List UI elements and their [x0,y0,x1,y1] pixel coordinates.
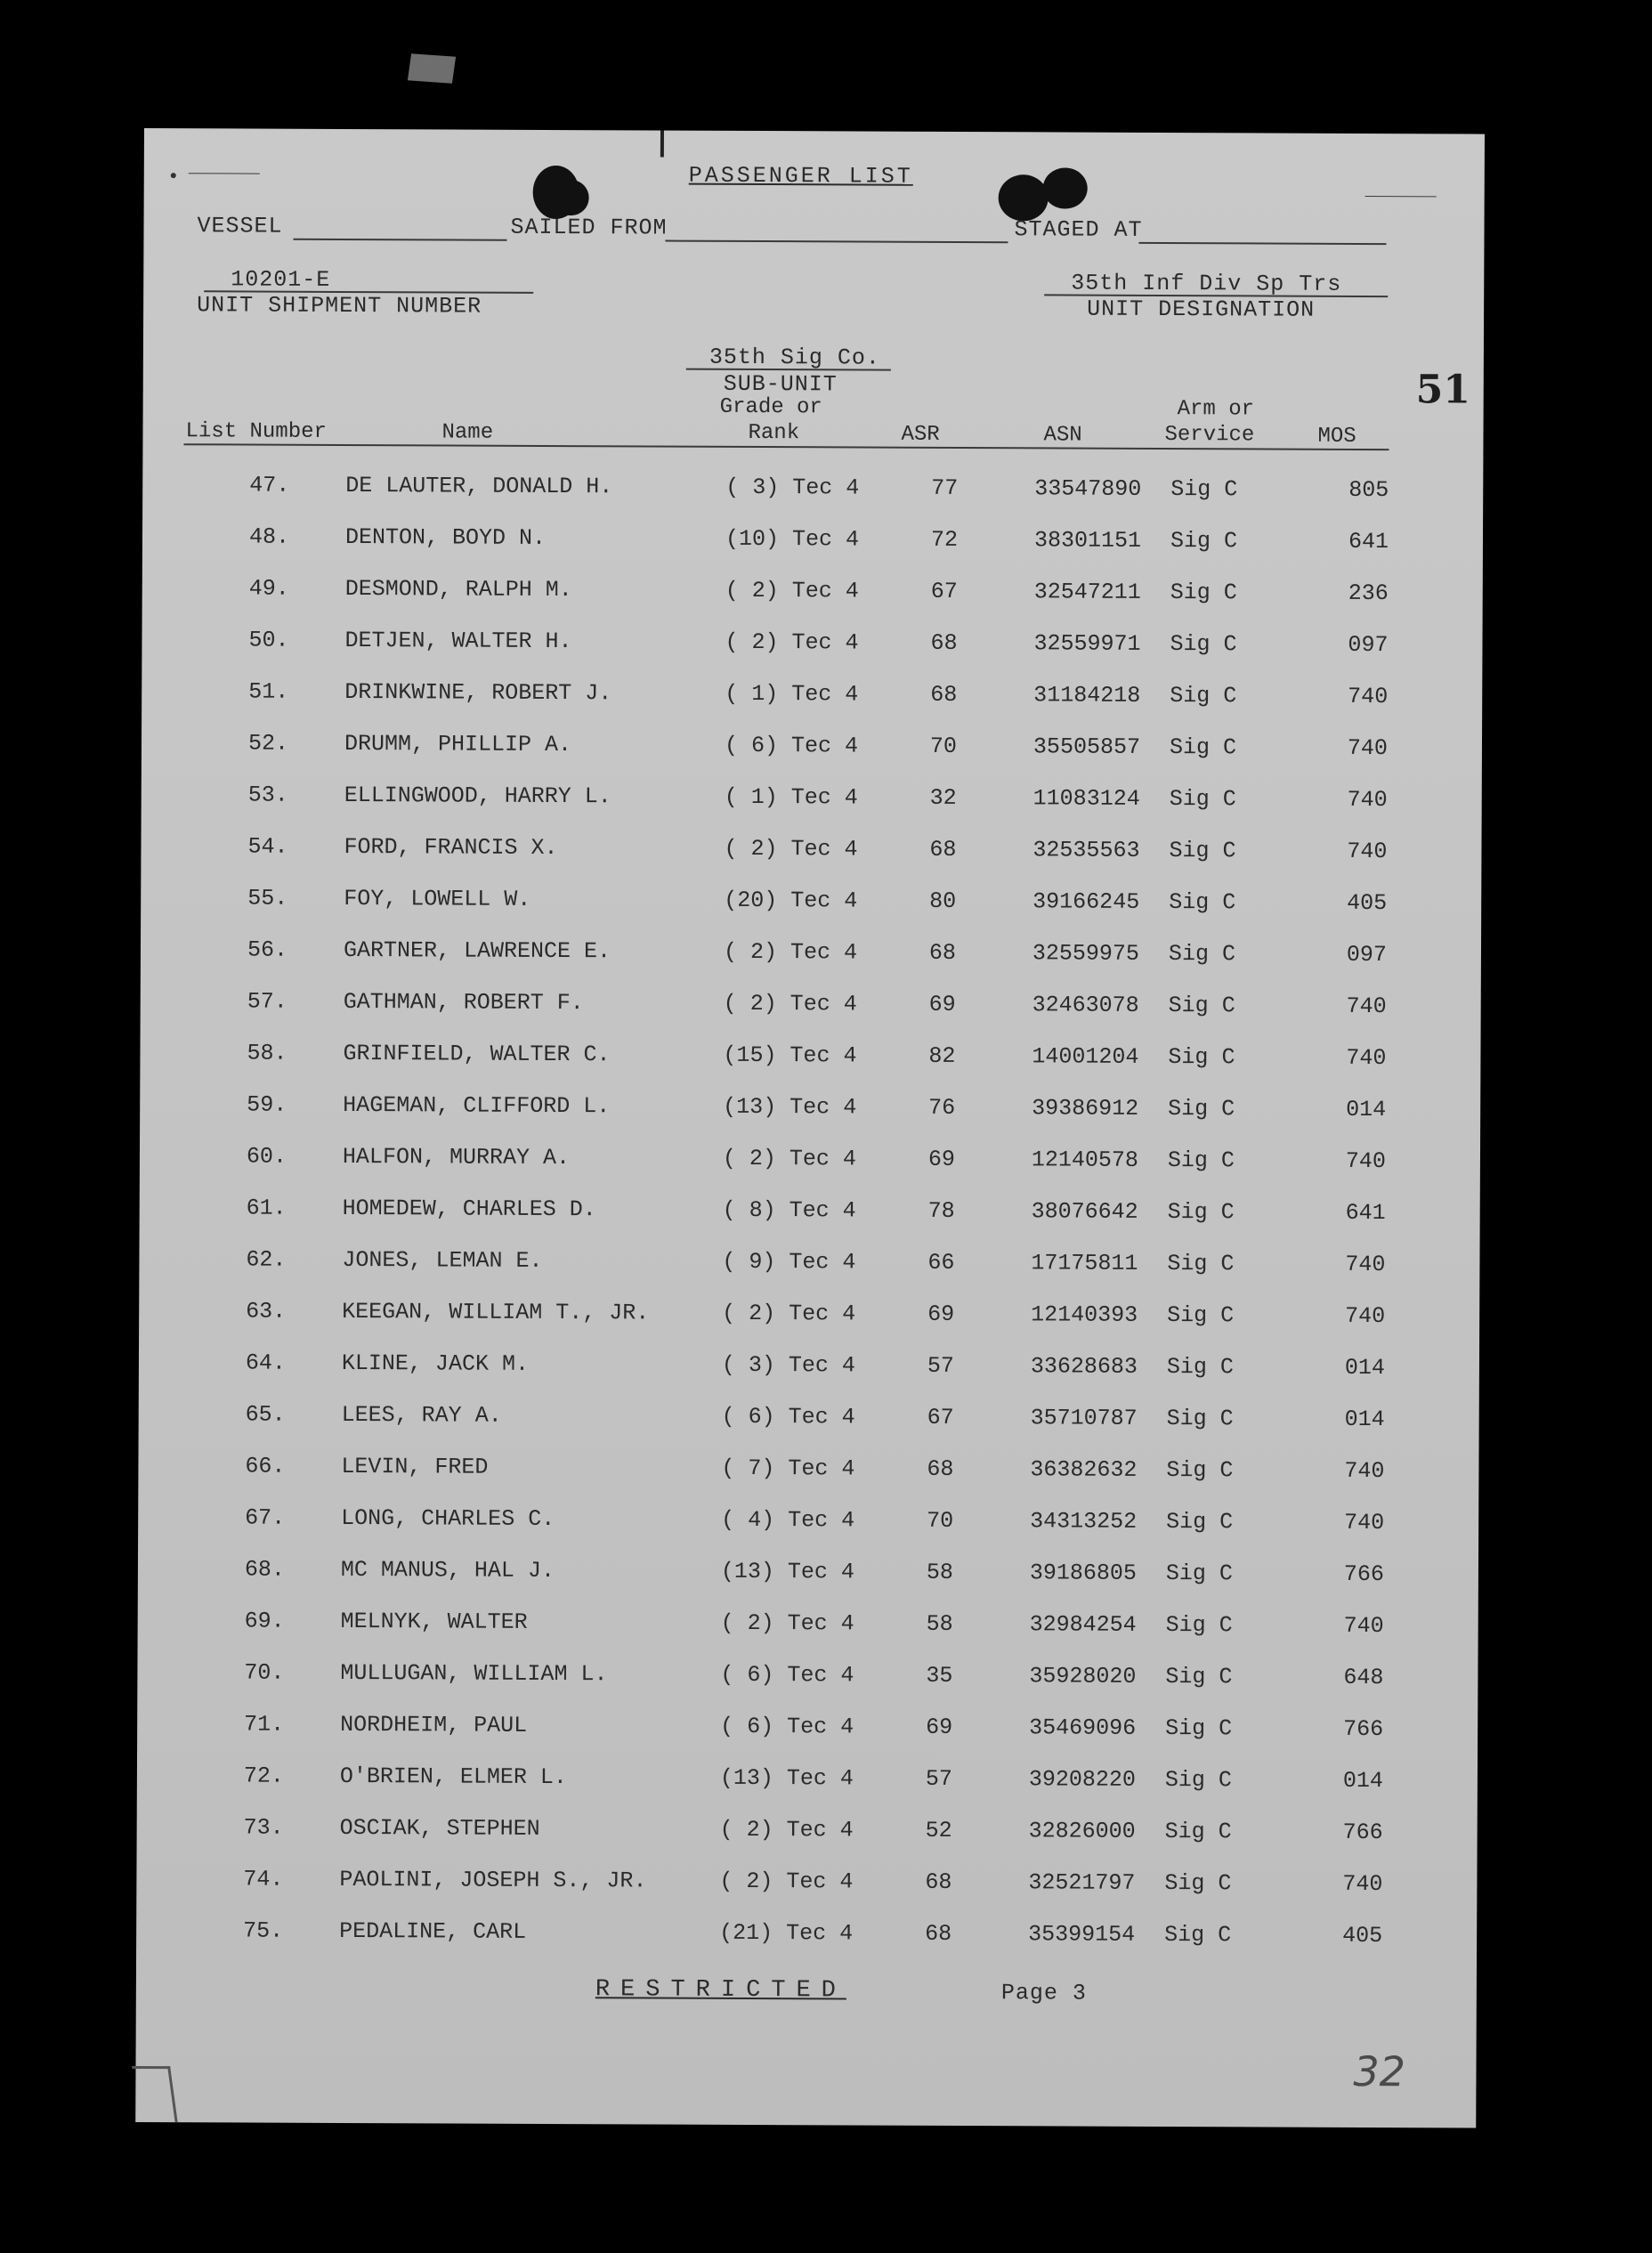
arm-or-service: Sig C [1170,683,1237,709]
list-number: 68. [244,1556,286,1583]
table-row [142,730,1482,775]
grade: ( 2) [722,1300,776,1327]
asn: 35710787 [1030,1405,1138,1431]
passenger-name: LEVIN, FRED [341,1453,489,1480]
handwritten-number: 32 [1353,2046,1406,2096]
rank: Tec 4 [791,681,859,708]
passenger-name: FOY, LOWELL W. [344,885,531,912]
asn: 33628683 [1030,1353,1138,1380]
grade: ( 2) [722,1145,777,1172]
table-row [136,1866,1477,1911]
arm-or-service: Sig C [1169,889,1236,916]
staged-at-field-line [1138,242,1386,245]
mos: 405 [1347,889,1388,917]
arm-or-service: Sig C [1166,1354,1235,1381]
passenger-name: MULLUGAN, WILLIAM L. [340,1659,608,1688]
table-row [137,1763,1478,1808]
rank: Tec 4 [790,887,858,914]
arm-or-service: Sig C [1170,528,1238,555]
mos: 740 [1347,734,1389,762]
mos: 740 [1342,1870,1383,1898]
rank: Tec 4 [790,1042,857,1069]
table-row [139,1246,1479,1292]
mos: 648 [1343,1664,1384,1691]
asr: 68 [927,1455,954,1482]
rank: Tec 4 [790,1094,857,1121]
list-number: 72. [243,1763,285,1789]
table-row [139,1349,1479,1395]
sailed-from-field-line [665,240,1008,244]
asn: 11083124 [1032,785,1140,812]
table-row [139,1298,1479,1343]
list-number: 51. [248,678,289,705]
list-number: 74. [243,1866,284,1892]
vessel-field-line [293,239,506,241]
asn: 32559971 [1033,630,1141,657]
grade: ( 2) [719,1868,773,1895]
grade: ( 6) [720,1713,774,1740]
table-row [142,678,1482,724]
rank: Tec 4 [791,629,859,656]
mos: 740 [1344,1457,1385,1485]
asr: 32 [929,784,957,811]
passenger-name: LONG, CHARLES C. [341,1504,555,1533]
grade: ( 9) [722,1248,776,1276]
passenger-name: JONES, LEMAN E. [342,1246,543,1274]
grade: ( 2) [724,835,778,863]
document-title: PASSENGER LIST [688,162,913,190]
mos: 097 [1346,941,1388,968]
rank: Tec 4 [790,784,858,811]
grade: ( 8) [722,1196,776,1224]
grade: ( 2) [723,938,778,966]
arm-or-service: Sig C [1168,1096,1235,1122]
asn: 12140393 [1031,1301,1138,1328]
rank: Tec 4 [787,1559,855,1585]
mos: 641 [1348,528,1389,555]
table-row [137,1711,1478,1756]
passenger-name: LEES, RAY A. [341,1401,502,1429]
mos: 740 [1347,838,1388,865]
table-row [142,472,1483,517]
table-row [140,1091,1480,1137]
rank: Tec 4 [787,1610,854,1637]
grade: ( 6) [721,1403,775,1430]
table-row [137,1659,1478,1705]
arm-or-service: Sig C [1165,1664,1233,1690]
asn: 32826000 [1028,1818,1136,1844]
asn: 39386912 [1032,1095,1139,1122]
col-name: Name [441,420,494,445]
mos: 405 [1342,1922,1383,1949]
table-row [141,885,1481,930]
list-number: 55. [247,885,288,912]
mos: 014 [1346,1096,1387,1123]
rank: Tec 4 [792,474,860,501]
passenger-name: DESMOND, RALPH M. [344,575,572,604]
table-row [140,1143,1480,1188]
table-row [138,1504,1478,1550]
arm-or-service: Sig C [1169,786,1236,813]
rank: Tec 4 [791,578,859,604]
col-grade-or-rank-1: Grade or [719,394,822,420]
rank: Tec 4 [788,1404,855,1430]
staged-at-label: STAGED AT [1014,216,1143,243]
mos: 641 [1345,1199,1386,1227]
edge-mark-left [171,173,176,178]
asr: 57 [927,1352,955,1379]
col-grade-or-rank-2: Rank [748,420,800,446]
page-stamp: 51 [1415,367,1471,413]
asn: 12140578 [1031,1147,1139,1173]
list-number: 47. [249,472,290,498]
col-arm-or-service-1: Arm or [1177,397,1255,422]
document-page [135,128,1485,2128]
list-number: 49. [248,575,289,602]
rank: Tec 4 [786,1868,854,1895]
mos: 236 [1348,579,1389,607]
asr: 68 [925,1920,952,1947]
list-number: 71. [244,1711,285,1738]
grade: (13) [719,1764,773,1792]
grade: ( 3) [721,1351,776,1379]
mos: 740 [1345,1251,1386,1278]
asn: 34313252 [1030,1508,1138,1535]
rank: Tec 4 [788,1507,855,1534]
passenger-name: GATHMAN, ROBERT F. [343,988,584,1017]
mos: 740 [1343,1612,1384,1640]
list-number: 69. [244,1608,285,1634]
grade: (10) [725,525,780,553]
col-asn: ASN [1043,423,1082,448]
grade: (15) [723,1041,777,1069]
rank: Tec 4 [789,1197,856,1224]
arm-or-service: Sig C [1168,1044,1235,1071]
sub-unit: 35th Sig Co. [709,344,880,371]
table-row [141,988,1481,1033]
asn: 32984254 [1029,1611,1137,1638]
ink-blot-right-2 [1043,167,1088,208]
asn: 32547211 [1033,579,1141,605]
col-arm-or-service-2: Service [1164,423,1255,448]
grade: ( 7) [721,1455,775,1482]
passenger-name: MC MANUS, HAL J. [340,1556,555,1584]
passenger-name: DENTON, BOYD N. [344,523,547,551]
mos: 014 [1342,1767,1383,1795]
grade: (20) [724,887,778,914]
list-number: 59. [247,1091,287,1118]
arm-or-service: Sig C [1167,1199,1235,1226]
list-number: 62. [246,1246,287,1273]
col-mos: MOS [1317,424,1356,449]
asr: 72 [930,526,959,553]
table-row [142,627,1482,672]
table-row [138,1608,1478,1653]
asr: 52 [925,1817,952,1844]
grade: (13) [723,1093,777,1121]
asn: 14001204 [1032,1043,1139,1070]
grade: ( 1) [725,680,779,708]
passenger-name: DRINKWINE, ROBERT J. [344,678,612,707]
passenger-name: FORD, FRANCIS X. [344,833,558,862]
list-number: 65. [245,1401,286,1428]
rank: Tec 4 [786,1765,854,1792]
vessel-label: VESSEL [197,213,283,239]
list-number: 73. [243,1814,284,1841]
edge-rule-left [189,173,260,174]
passenger-name: NORDHEIM, PAUL [340,1711,528,1738]
page-number: Page 3 [1000,1980,1087,2006]
asr: 67 [930,578,958,604]
passenger-name: PAOLINI, JOSEPH S., JR. [339,1866,647,1894]
grade: ( 1) [724,783,778,811]
asr: 58 [926,1559,953,1585]
grade: ( 6) [724,732,779,759]
arm-or-service: Sig C [1165,1612,1233,1639]
asr: 68 [925,1868,952,1895]
asn: 32521797 [1028,1869,1136,1896]
rank: Tec 4 [787,1662,854,1689]
grade: ( 2) [725,577,779,604]
grade: ( 4) [721,1506,775,1534]
rank: Tec 4 [789,1249,856,1276]
arm-or-service: Sig C [1167,1302,1235,1329]
list-number: 66. [245,1453,286,1479]
classification-marking: RESTRICTED [595,1976,846,2005]
asn: 35399154 [1028,1921,1136,1948]
list-number: 50. [248,627,289,653]
mos: 805 [1348,476,1389,504]
rank: Tec 4 [788,1352,856,1379]
list-number: 48. [248,523,290,550]
mos: 014 [1344,1406,1385,1433]
asn: 38301151 [1033,527,1142,554]
table-row [136,1917,1477,1963]
ink-blot-right [999,174,1049,221]
rank: Tec 4 [786,1920,854,1947]
list-number: 67. [245,1504,286,1531]
arm-or-service: Sig C [1169,838,1236,864]
folded-corner [132,2066,178,2122]
arm-or-service: Sig C [1170,579,1237,606]
rank: Tec 4 [791,526,860,553]
arm-or-service: Sig C [1166,1509,1234,1536]
arm-or-service: Sig C [1168,941,1236,968]
unit-shipment-number-label: UNIT SHIPMENT NUMBER [197,292,482,320]
passenger-name: PEDALINE, CARL [339,1917,527,1945]
asn: 35505857 [1032,733,1141,760]
table-row [142,523,1483,569]
mos: 740 [1348,683,1389,710]
passenger-name: MELNYK, WALTER [340,1608,528,1635]
passenger-name: HALFON, MURRAY A. [342,1143,571,1171]
arm-or-service: Sig C [1168,993,1235,1019]
rank: Tec 4 [787,1714,854,1740]
asr: 69 [928,991,956,1017]
ink-blot-left-2 [554,180,589,215]
asn: 35928020 [1029,1663,1137,1690]
unit-designation-label: UNIT DESIGNATION [1087,296,1316,323]
passenger-name: KLINE, JACK M. [341,1349,530,1377]
rank: Tec 4 [786,1817,854,1844]
asn: 39186805 [1029,1560,1138,1586]
passenger-name: DRUMM, PHILLIP A. [344,730,572,758]
asn: 38076642 [1031,1198,1138,1225]
asr: 82 [928,1042,956,1069]
list-number: 58. [247,1040,287,1066]
list-number: 52. [247,730,289,757]
edge-rule-right [1365,196,1437,197]
asr: 57 [925,1765,952,1792]
grade: (21) [719,1919,773,1947]
rank: Tec 4 [789,1146,857,1172]
list-number: 75. [243,1917,284,1944]
table-row [139,1401,1479,1447]
passenger-name: GRINFIELD, WALTER C. [343,1040,611,1068]
unit-designation: 35th Inf Div Sp Trs [1071,270,1342,297]
asr: 67 [927,1404,954,1430]
asn: 31184218 [1033,682,1141,709]
table-row [142,782,1482,827]
grade: ( 2) [720,1609,774,1637]
mos: 766 [1343,1560,1384,1588]
asr: 58 [926,1610,953,1637]
arm-or-service: Sig C [1170,631,1237,658]
asr: 69 [927,1301,955,1327]
asn: 17175811 [1031,1250,1138,1276]
table-row [140,1195,1480,1240]
mos: 766 [1343,1715,1384,1743]
asr: 76 [928,1094,956,1121]
asr: 68 [930,681,958,708]
col-list-number: List Number [185,419,328,444]
passenger-name: DETJEN, WALTER H. [344,627,572,655]
list-number: 53. [247,782,288,808]
mos: 014 [1344,1354,1386,1382]
arm-or-service: Sig C [1166,1406,1234,1432]
asr: 70 [929,733,958,759]
mos: 740 [1345,1302,1386,1330]
asr: 68 [929,836,957,863]
rank: Tec 4 [790,939,858,966]
rank: Tec 4 [790,733,859,759]
asr: 66 [927,1249,955,1276]
table-row [141,833,1481,879]
grade: ( 6) [720,1661,774,1689]
table-row [138,1453,1478,1498]
table-row [137,1814,1478,1860]
grade: (13) [720,1558,775,1585]
asr: 69 [926,1714,953,1740]
table-row [140,1040,1480,1085]
passenger-name: DE LAUTER, DONALD H. [345,472,613,500]
mos: 740 [1346,1044,1387,1072]
table-row [141,936,1481,982]
passenger-name: GARTNER, LAWRENCE E. [343,936,611,965]
asn: 32559975 [1032,940,1140,967]
passenger-name: ELLINGWOOD, HARRY L. [344,782,611,810]
sailed-from-label: SAILED FROM [510,214,668,241]
list-number: 56. [247,936,288,963]
asn: 32535563 [1032,837,1140,863]
asr: 70 [927,1507,954,1534]
grade: ( 2) [725,628,779,656]
list-number: 60. [246,1143,287,1170]
grade: ( 2) [723,990,777,1017]
rank: Tec 4 [790,836,858,863]
asr: 77 [931,474,959,501]
list-number: 61. [246,1195,287,1221]
rank: Tec 4 [789,1301,856,1327]
list-number: 64. [245,1349,287,1376]
unit-shipment-number: 10201-E [231,266,331,293]
sub-unit-label: SUB-UNIT [723,370,838,398]
arm-or-service: Sig C [1164,1922,1232,1949]
table-row [142,575,1483,620]
asr: 68 [930,629,958,656]
rank: Tec 4 [788,1455,855,1482]
asn: 36382632 [1030,1456,1138,1483]
list-number: 54. [247,833,288,860]
passenger-name: HOMEDEW, CHARLES D. [342,1195,596,1223]
list-number: 70. [244,1659,285,1686]
asr: 35 [926,1662,953,1689]
arm-or-service: Sig C [1167,1251,1235,1277]
asn: 33547890 [1034,475,1142,502]
mos: 740 [1345,1147,1387,1175]
mos: 097 [1348,631,1389,659]
mos: 766 [1342,1819,1383,1846]
passenger-name: HAGEMAN, CLIFFORD L. [343,1091,611,1120]
table-row [138,1556,1478,1601]
passenger-name: OSCIAK, STEPHEN [339,1814,540,1842]
rank: Tec 4 [790,991,857,1017]
asn: 35469096 [1029,1714,1137,1741]
arm-or-service: Sig C [1166,1457,1234,1484]
arm-or-service: Sig C [1167,1147,1235,1174]
arm-or-service: Sig C [1165,1560,1234,1587]
grade: ( 3) [725,474,780,501]
asn: 39166245 [1032,888,1140,915]
passenger-name: O'BRIEN, ELMER L. [339,1763,568,1791]
asn: 39208220 [1028,1766,1136,1793]
asr: 78 [927,1197,955,1224]
col-asr: ASR [901,422,940,447]
arm-or-service: Sig C [1164,1767,1232,1794]
passenger-name: KEEGAN, WILLIAM T., JR. [342,1298,650,1326]
asr: 80 [929,887,957,914]
mos: 740 [1346,993,1387,1020]
arm-or-service: Sig C [1164,1819,1232,1845]
arm-or-service: Sig C [1170,476,1238,503]
asr: 69 [927,1146,956,1172]
arm-or-service: Sig C [1165,1715,1233,1742]
arm-or-service: Sig C [1169,734,1237,761]
grade: ( 2) [719,1816,773,1844]
mos: 740 [1344,1509,1385,1536]
asr: 68 [928,939,957,966]
tick-mark [660,131,664,158]
list-number: 57. [247,988,287,1015]
asn: 32463078 [1032,992,1139,1018]
arm-or-service: Sig C [1164,1870,1232,1897]
paper-scrap [408,53,456,83]
list-number: 63. [246,1298,287,1325]
mos: 740 [1347,786,1388,814]
